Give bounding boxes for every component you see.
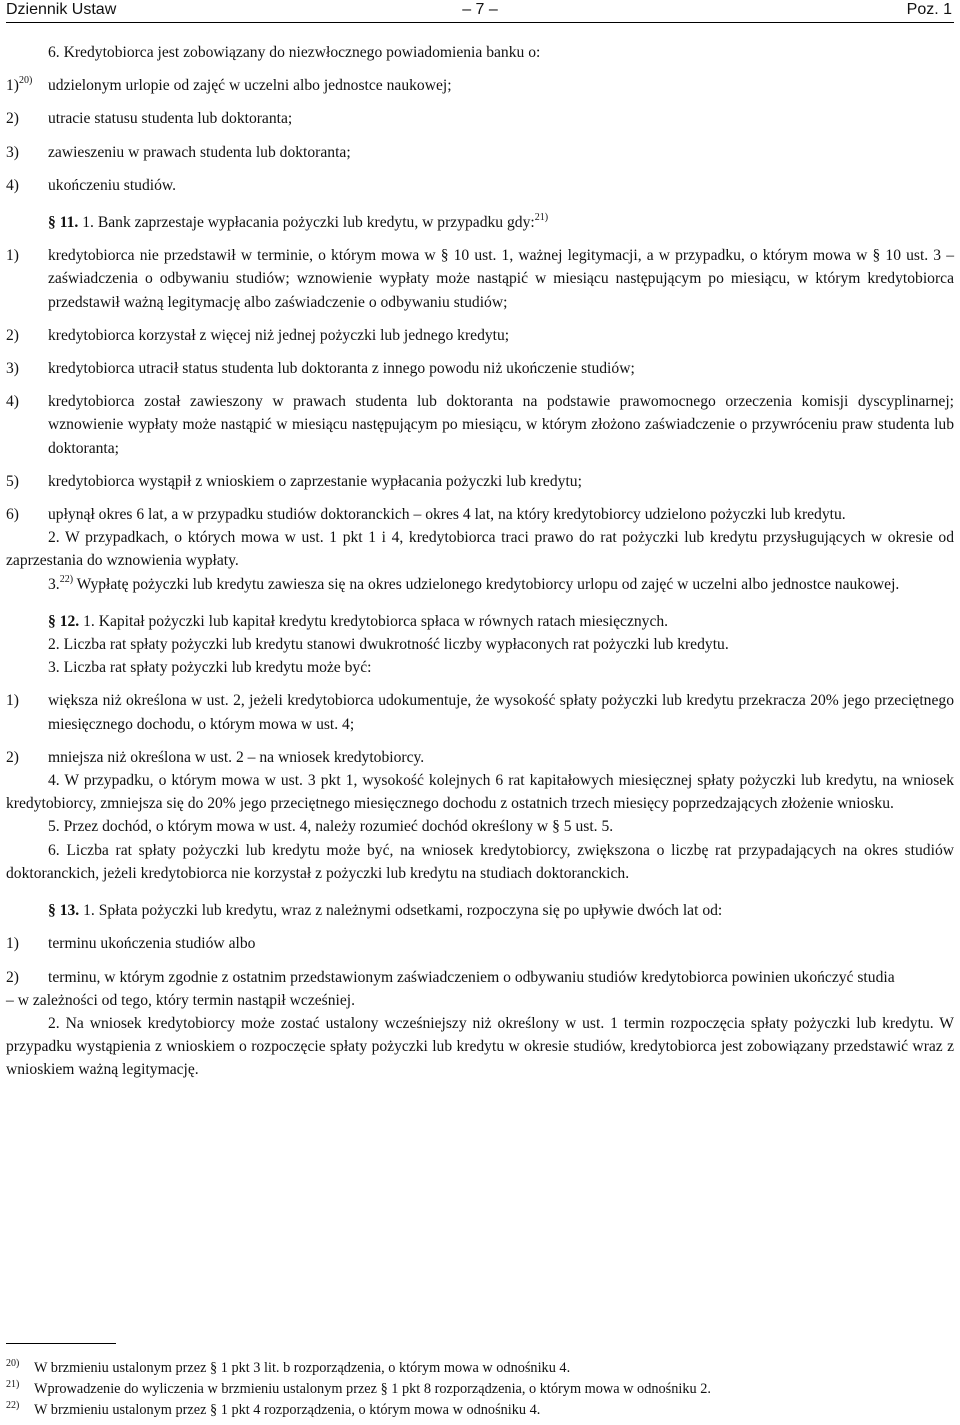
section-13 (6, 899, 954, 922)
item-text: terminu ukończenia studiów albo (48, 935, 256, 953)
section-number: § 12. (48, 612, 80, 630)
paragraph-12-6: 6. Liczba rat spłaty pożyczki lub kredytu może być, na wniosek kredytobiorcy, zwiększona o liczbę rat przypadających na okres studiów doktoranckich, jeżeli kredytobiorca nie korzystał z pożyczki lub kredytu na studiach doktoranckich. (6, 841, 954, 882)
item-text: kredytobiorca został zawieszony w prawach studenta lub doktoranta na podstawie prawomocnego orzeczenia komisji dyscyplinarnej; wznowienie wypłaty może nastąpić w miesiącu następującym po miesiącu, w którym złożono zaświadczenie o przywróceniu praw studenta lub doktoranta; (48, 393, 954, 457)
footnote-number: 21) (6, 1379, 20, 1390)
item-text: mniejsza niż określona w ust. 2 – na wniosek kredytobiorcy. (48, 748, 425, 766)
position-number: Poz. 1 (906, 1, 952, 18)
item-text: kredytobiorca nie przedstawił w terminie, o którym mowa w § 10 ust. 1, ważnej legitymacji, a w przypadku, o którym mowa w § 10 ust. 3 – zaświadczenia o odbywaniu studiów; wznowienie wypłaty może nastąpić w miesiącu następującym po miesiącu, w którym kredytobiorca przedstawił ważną legitymację albo zaświadczenie o odbywaniu studiów; (48, 247, 954, 311)
item-number: 1) (6, 692, 19, 710)
item-text: upłynął okres 6 lat, a w przypadku studiów doktoranckich – okres 4 lat, na który kredytobiorcy udzielono pożyczki lub kredytu. (48, 506, 846, 524)
document-body (6, 41, 954, 1082)
footnote-ref: 20) (19, 75, 33, 87)
footnote-ref: 22) (59, 573, 74, 585)
list-item (6, 932, 954, 955)
list-item (6, 357, 954, 380)
item-text: udzielonym urlopie od zajęć w uczelni albo jednostce naukowej; (48, 77, 452, 95)
list-item (6, 324, 954, 347)
footnote-divider (6, 1343, 116, 1344)
item-number: 6) (6, 506, 19, 524)
section-11 (6, 211, 954, 234)
item-number: 4) (6, 393, 19, 411)
paragraph-12-4: 4. W przypadku, o którym mowa w ust. 3 pkt 1, wysokość kolejnych 6 rat kapitałowych miesięcznej spłaty pożyczki lub kredytu, na wniosek kredytobiorcy, zmniejsza się do 20% jego przeciętnego miesięcznego dochodu z ostatnich trzech miesięcy poprzedzających złożenie wniosku. (6, 772, 954, 813)
list-item (6, 107, 954, 130)
paragraph-12-3: 3. Liczba rat spłaty pożyczki lub kredytu może być: (48, 659, 372, 677)
list-stop (6, 244, 954, 526)
closing-clause: – w zależności od tego, który termin nastąpił wcześniej. (6, 991, 356, 1009)
list-rates (6, 689, 954, 769)
item-number: 3) (6, 143, 19, 161)
footnote (6, 1358, 954, 1379)
page-number: – 7 – (462, 1, 498, 18)
item-number: 4) (6, 176, 19, 194)
list-item (6, 174, 954, 197)
paragraph-text: Wypłatę pożyczki lub kredytu zawiesza się na okres udzielonego kredytobiorcy urlopu od zajęć w uczelni albo jednostce naukowej. (76, 575, 900, 593)
list-item (6, 74, 954, 97)
item-number: 5) (6, 472, 19, 490)
paragraph-11-3 (6, 573, 954, 596)
item-text: kredytobiorca wystąpił z wnioskiem o zaprzestanie wypłacania pożyczki lub kredytu; (48, 472, 582, 490)
journal-name: Dziennik Ustaw (6, 1, 117, 18)
paragraph-12-2: 2. Liczba rat spłaty pożyczki lub kredytu stanowi dwukrotność liczby wypłaconych rat pożyczki lub kredytu. (48, 636, 729, 654)
paragraph-11-2: 2. W przypadkach, o których mowa w ust. 1 pkt 1 i 4, kredytobiorca traci prawo do rat pożyczki lub kredytu przysługujących w okresie od zaprzestania do wznowienia wypłaty. (6, 529, 954, 570)
section-text: 1. Kapitał pożyczki lub kapitał kredytu kredytobiorca spłaca w równych ratach miesięcznych. (83, 612, 669, 630)
list-item (6, 470, 954, 493)
item-number: 2) (6, 968, 19, 986)
footnote-number: 20) (6, 1358, 20, 1369)
list-notify (6, 74, 954, 197)
section-text: 1. Bank zaprzestaje wypłacania pożyczki lub kredytu, w przypadku gdy: (82, 214, 535, 232)
document-page (6, 0, 954, 1418)
item-number: 2) (6, 748, 19, 766)
list-item (6, 746, 954, 769)
list-item (6, 141, 954, 164)
item-number: 1) (6, 935, 19, 953)
list-item (6, 390, 954, 460)
footnotes (6, 1343, 954, 1421)
item-text: kredytobiorca utracił status studenta lub doktoranta z innego powodu niż ukończenie studiów; (48, 360, 635, 378)
paragraph-6: 6. Kredytobiorca jest zobowiązany do niezwłocznego powiadomienia banku o: (48, 44, 541, 61)
item-text: ukończeniu studiów. (48, 176, 177, 194)
item-text: większa niż określona w ust. 2, jeżeli kredytobiorca udokumentuje, że wysokość spłaty pożyczki lub kredytu przekracza 20% jego przeciętnego miesięcznego dochodu, o którym mowa w ust. 4; (48, 692, 954, 733)
footnote-ref: 21) (534, 212, 549, 224)
item-number: 1) (6, 77, 19, 95)
list-term (6, 932, 954, 988)
footnote (6, 1400, 954, 1421)
section-12 (6, 610, 954, 633)
section-number: § 11. (48, 214, 79, 232)
item-number: 1) (6, 247, 19, 265)
list-item (6, 966, 954, 989)
section-number: § 13. (48, 902, 80, 920)
item-text: zawieszeniu w prawach studenta lub doktoranta; (48, 143, 351, 161)
footnote-text: W brzmieniu ustalonym przez § 1 pkt 3 lit. b rozporządzenia, o którym mowa w odnośniku 4. (34, 1360, 571, 1376)
paragraph-number: 3. (48, 575, 60, 593)
item-text: kredytobiorca korzystał z więcej niż jednej pożyczki lub jednego kredytu; (48, 326, 510, 344)
list-item (6, 689, 954, 735)
list-item (6, 244, 954, 314)
item-number: 3) (6, 360, 19, 378)
item-text: terminu, w którym zgodnie z ostatnim przedstawionym zaświadczeniem o odbywaniu studiów kredytobiorca powinien ukończyć studia (48, 968, 895, 986)
footnote-text: Wprowadzenie do wyliczenia w brzmieniu ustalonym przez § 1 pkt 8 rozporządzenia, o którym mowa w odnośniku 2. (34, 1381, 711, 1397)
footnote-text: W brzmieniu ustalonym przez § 1 pkt 4 rozporządzenia, o którym mowa w odnośniku 4. (34, 1402, 541, 1418)
paragraph-12-5: 5. Przez dochód, o którym mowa w ust. 4, należy rozumieć dochód określony w § 5 ust. 5. (48, 818, 614, 836)
list-item (6, 503, 954, 526)
item-text: utracie statusu studenta lub doktoranta; (48, 110, 293, 128)
paragraph-13-2: 2. Na wniosek kredytobiorcy może zostać ustalony wcześniejszy niż określony w ust. 1 termin rozpoczęcia spłaty pożyczki lub kredytu. W przypadku wystąpienia z wnioskiem o rozpoczęcie spłaty pożyczki lub kredytu w okresie studiów, kredytobiorca jest zobowiązany przedstawić wraz z wnioskiem ważną legitymację. (6, 1014, 954, 1079)
page-header (6, 0, 954, 23)
section-text: 1. Spłata pożyczki lub kredytu, wraz z należnymi odsetkami, rozpoczyna się po upływie dwóch lat od: (83, 902, 723, 920)
footnote (6, 1379, 954, 1400)
item-number: 2) (6, 110, 19, 128)
footnote-number: 22) (6, 1400, 20, 1411)
item-number: 2) (6, 326, 19, 344)
